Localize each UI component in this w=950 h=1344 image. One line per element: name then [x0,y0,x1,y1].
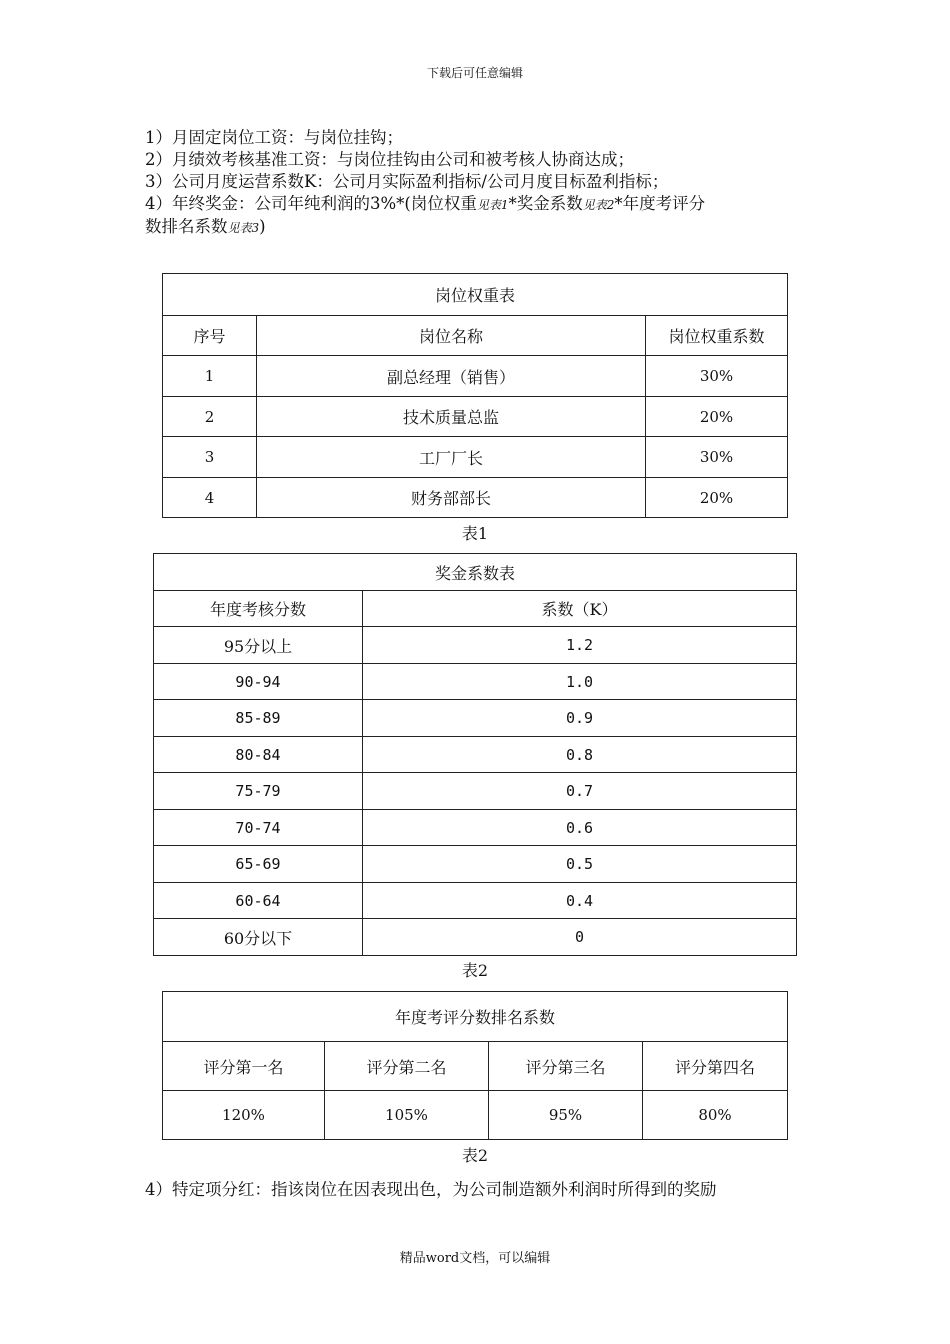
table2-cell: 80-84 [154,737,363,773]
table1-title: 岗位权重表 [163,274,788,316]
page-header: 下载后可任意编辑 [426,66,523,80]
table-row [154,883,797,919]
table3-title: 年度考评分数排名系数 [163,992,788,1042]
table2-cell: 70-74 [154,810,363,846]
table-row [163,1091,788,1140]
table2-cell: 75-79 [154,773,363,810]
table1-cell: 20% [646,397,788,437]
table3-cell: 95% [489,1091,643,1140]
table1-cell: 4 [163,478,257,518]
table2-header-coefficient: 系数（K） [363,591,797,627]
intro-line-5 [145,216,805,239]
table1-cell: 3 [163,437,257,478]
table-row [154,700,797,737]
intro-line-4-b: *奖金系数 [508,194,583,213]
table3-cell: 105% [325,1091,489,1140]
table3-header-third: 评分第三名 [489,1042,643,1091]
table1-header-index: 序号 [163,316,257,356]
table-row [154,919,797,956]
table2-cell: 0.5 [363,846,797,883]
bonus-coefficient-table [153,553,797,956]
intro-line-5-b: ) [259,217,266,236]
table1-cell: 1 [163,356,257,397]
intro-line-5-a: 数排名系数 [145,217,228,236]
table1-header-position: 岗位名称 [257,316,646,356]
table3-cell: 120% [163,1091,325,1140]
table-row [163,437,788,478]
table1-header-weight: 岗位权重系数 [646,316,788,356]
table2-caption: 表2 [461,961,489,980]
table1-cell: 副总经理（销售） [257,356,646,397]
table-row [154,810,797,846]
table2-cell: 0 [363,919,797,956]
table-row [163,356,788,397]
table-row [154,664,797,700]
table3-header-first: 评分第一名 [163,1042,325,1091]
table2-title: 奖金系数表 [154,554,797,591]
intro-section [145,127,805,239]
table2-cell: 65-69 [154,846,363,883]
table1-caption: 表1 [461,524,489,543]
table2-cell: 60-64 [154,883,363,919]
note-ref-1: 见表1 [476,198,509,212]
table-row [154,627,797,664]
table1-cell: 20% [646,478,788,518]
table2-cell: 0.7 [363,773,797,810]
table-row [163,478,788,518]
table3-header-second: 评分第二名 [325,1042,489,1091]
ranking-coefficient-table [162,991,788,1140]
closing-paragraph: 4）特定项分红：指该岗位在因表现出色，为公司制造额外利润时所得到的奖励 [145,1180,717,1199]
table2-cell: 90-94 [154,664,363,700]
table3-caption: 表2 [461,1146,489,1165]
table1-cell: 工厂厂长 [257,437,646,478]
table3-cell: 80% [643,1091,788,1140]
table2-header-score: 年度考核分数 [154,591,363,627]
table2-cell: 0.6 [363,810,797,846]
note-ref-3: 见表3 [227,221,260,235]
table3-header-fourth: 评分第四名 [643,1042,788,1091]
table2-cell: 95分以上 [154,627,363,664]
table1-cell: 2 [163,397,257,437]
table1-cell: 30% [646,437,788,478]
table-row [163,397,788,437]
intro-line-4-a: 4）年终奖金：公司年纯利润的3%*(岗位权重 [145,194,477,213]
intro-line-4 [145,193,805,216]
table2-cell: 1.0 [363,664,797,700]
intro-line-4-c: *年度考评分 [614,194,706,213]
table-row [154,846,797,883]
table2-cell: 60分以下 [154,919,363,956]
table-row [154,737,797,773]
page-footer: 精品word文档，可以编辑 [399,1251,551,1266]
table2-cell: 0.8 [363,737,797,773]
table2-cell: 0.4 [363,883,797,919]
intro-line-2: 2）月绩效考核基准工资：与岗位挂钩由公司和被考核人协商达成； [145,150,634,169]
table2-cell: 0.9 [363,700,797,737]
intro-line-1: 1）月固定岗位工资：与岗位挂钩； [145,128,403,147]
position-weight-table [162,273,788,518]
intro-line-3: 3）公司月度运营系数K：公司月实际盈利指标/公司月度目标盈利指标； [145,172,669,191]
table-row [154,773,797,810]
table1-cell: 技术质量总监 [257,397,646,437]
table2-cell: 1.2 [363,627,797,664]
note-ref-2: 见表2 [582,198,615,212]
table1-cell: 30% [646,356,788,397]
table1-cell: 财务部部长 [257,478,646,518]
table2-cell: 85-89 [154,700,363,737]
